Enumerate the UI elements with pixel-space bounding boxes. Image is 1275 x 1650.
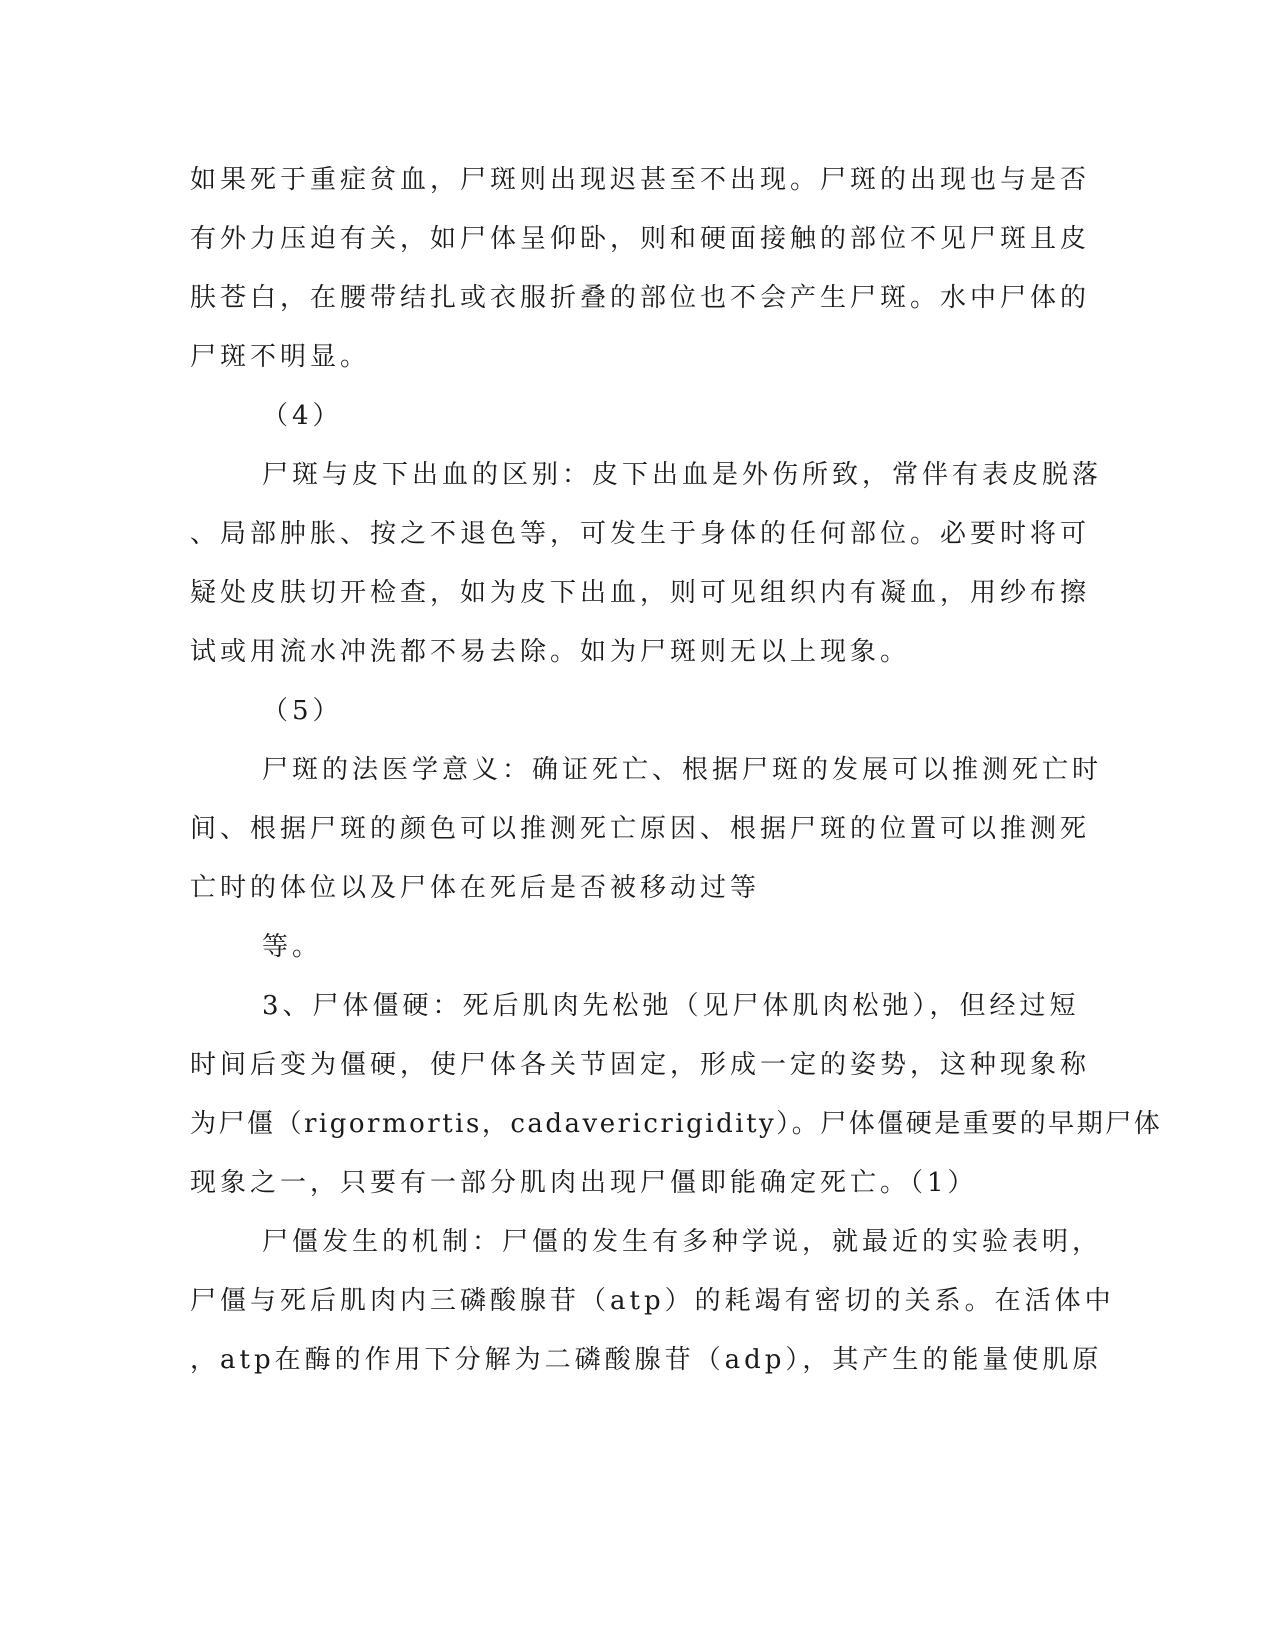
- text-line: 试或用流水冲洗都不易去除。如为尸斑则无以上现象。: [190, 637, 911, 667]
- text-line: 疑处皮肤切开检查，如为皮下出血，则可见组织内有凝血，用纱布擦: [190, 578, 1091, 608]
- text-line: 如果死于重症贫血，尸斑则出现迟甚至不出现。尸斑的出现也与是否: [190, 165, 1091, 195]
- text-line: 等。: [262, 932, 323, 962]
- text-line: 时间后变为僵硬，使尸体各关节固定，形成一定的姿势，这种现象称: [190, 1050, 1091, 1080]
- text-line: 亡时的体位以及尸体在死后是否被移动过等: [190, 873, 761, 903]
- list-marker: （5）: [262, 696, 343, 726]
- text-line: 现象之一，只要有一部分肌肉出现尸僵即能确定死亡。（1）: [190, 1168, 978, 1198]
- paragraph-start: 尸僵发生的机制：尸僵的发生有多种学说，就最近的实验表明，: [262, 1227, 1103, 1257]
- text-line: 尸斑不明显。: [190, 342, 371, 372]
- text-line: 为尸僵（rigormortis，cadavericrigidity）。尸体僵硬是重要的早期尸体: [190, 1109, 1163, 1139]
- paragraph-start: 尸斑的法医学意义：确证死亡、根据尸斑的发展可以推测死亡时: [262, 755, 1103, 785]
- text-line: 有外力压迫有关，如尸体呈仰卧，则和硬面接触的部位不见尸斑且皮: [190, 224, 1091, 254]
- text-line: 、局部肿胀、按之不退色等，可发生于身体的任何部位。必要时将可: [190, 519, 1091, 549]
- list-marker: （4）: [262, 401, 343, 431]
- paragraph-start: 尸斑与皮下出血的区别：皮下出血是外伤所致，常伴有表皮脱落: [262, 460, 1103, 490]
- text-line: 尸僵与死后肌肉内三磷酸腺苷（atp）的耗竭有密切的关系。在活体中: [190, 1286, 1115, 1316]
- text-line: 间、根据尸斑的颜色可以推测死亡原因、根据尸斑的位置可以推测死: [190, 814, 1091, 844]
- text-line: ，atp在酶的作用下分解为二磷酸腺苷（adp），其产生的能量使肌原: [190, 1345, 1103, 1375]
- paragraph-start: 3、尸体僵硬：死后肌肉先松弛（见尸体肌肉松弛），但经过短: [262, 991, 1080, 1021]
- text-line: 肤苍白，在腰带结扎或衣服折叠的部位也不会产生尸斑。水中尸体的: [190, 283, 1091, 313]
